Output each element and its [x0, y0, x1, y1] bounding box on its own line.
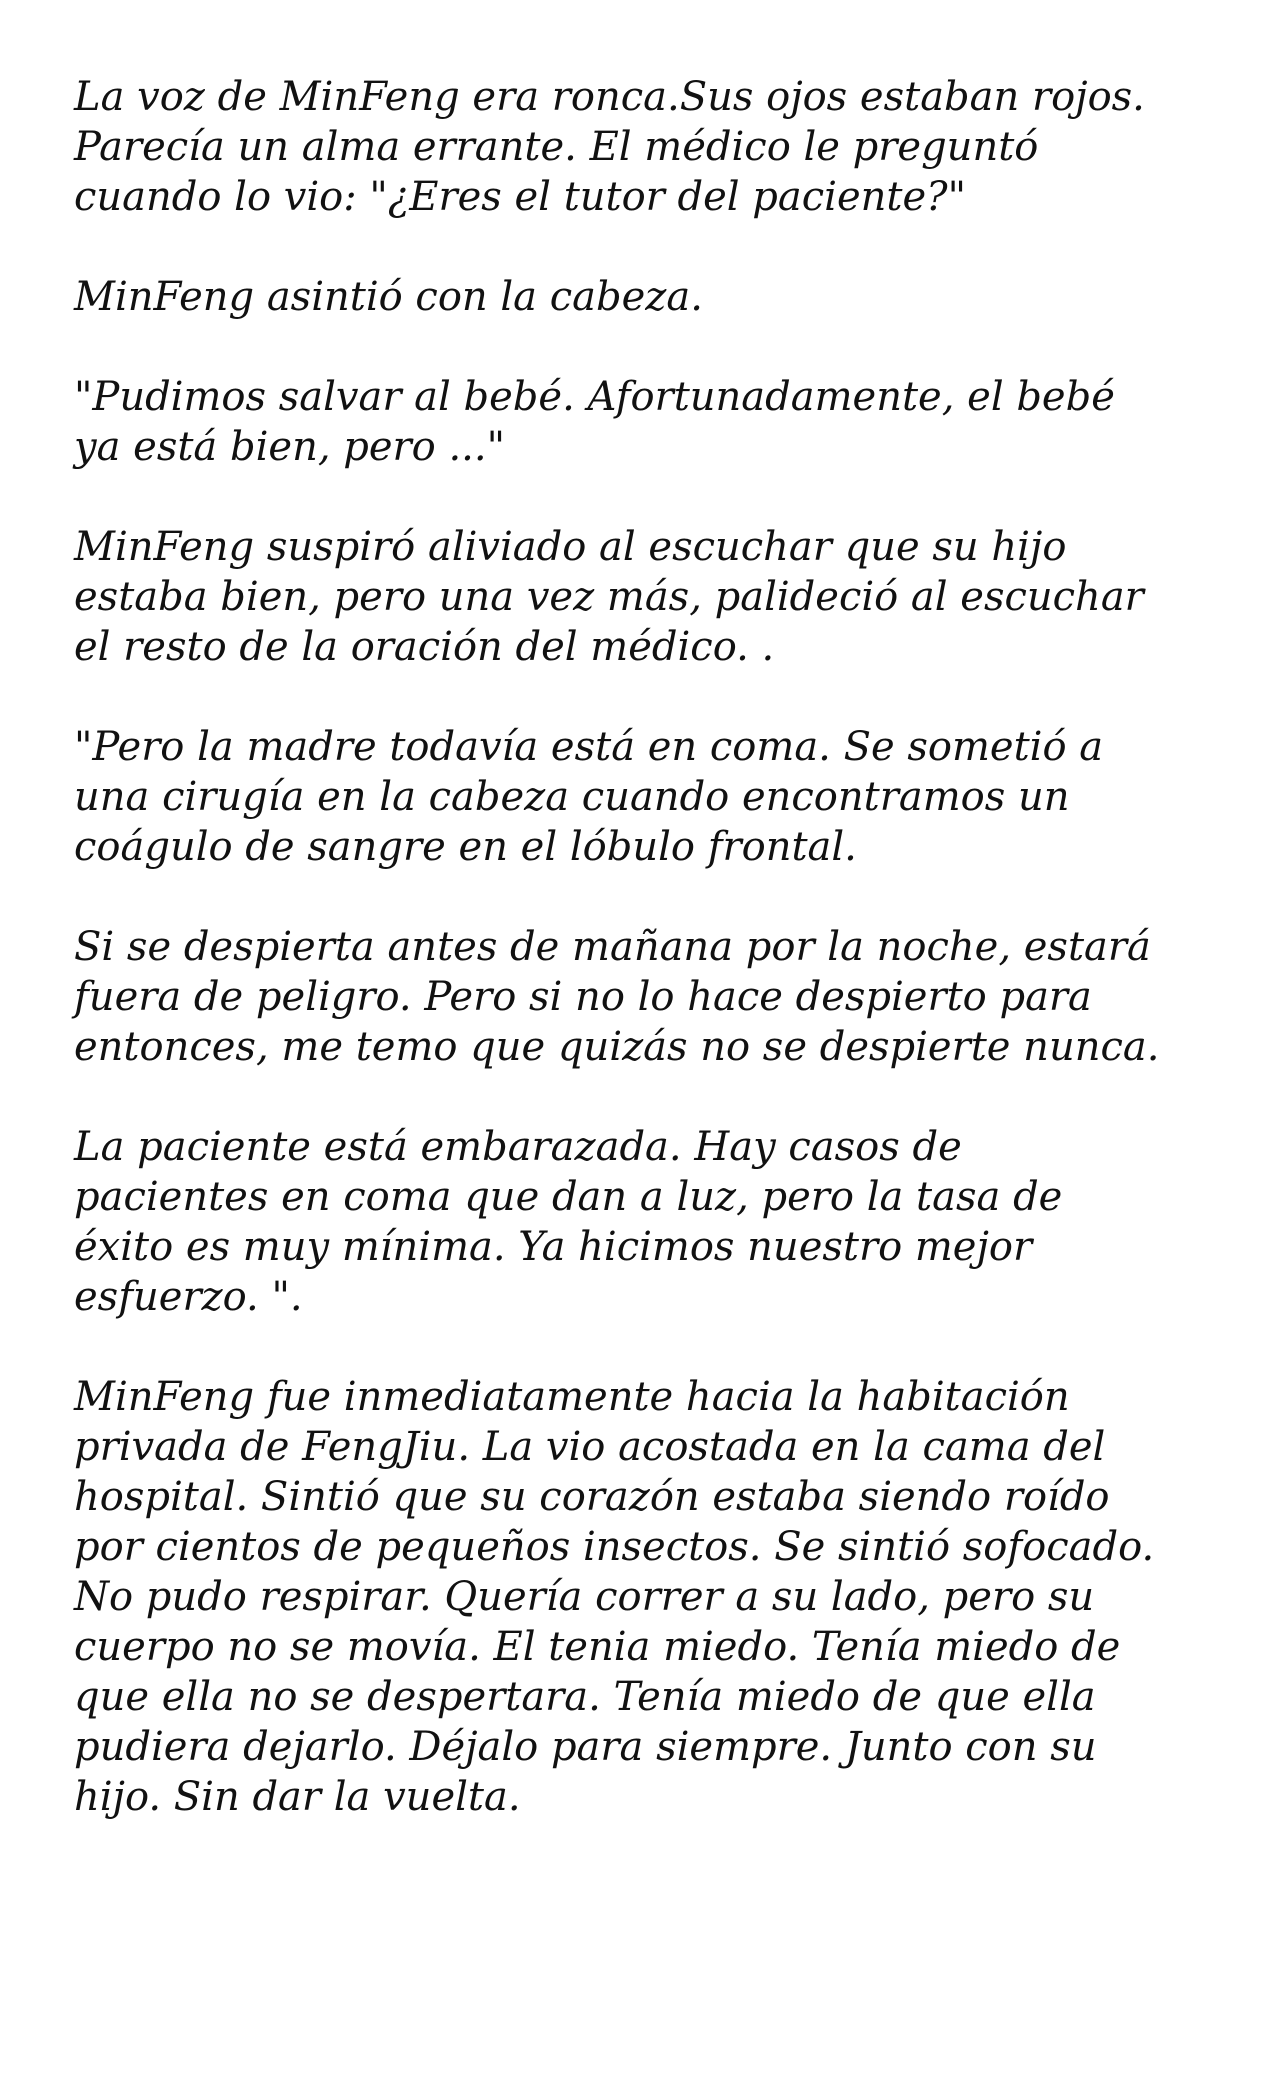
story-line: cuando lo vio: "¿Eres el tutor del paciente?" — [74, 174, 966, 220]
story-line: ya está bien, pero ..." — [74, 424, 505, 470]
story-line: pacientes en coma que dan a luz, pero la tasa de — [74, 1174, 1063, 1220]
story-line: hijo. Sin dar la vuelta. — [74, 1774, 521, 1820]
story-paragraph — [74, 1372, 1249, 1822]
story-line: entonces, me temo que quizás no se despierte nunca. — [74, 1024, 1160, 1070]
story-line: fuera de peligro. Pero si no lo hace despierto para — [74, 974, 1092, 1020]
story-text[interactable] — [74, 72, 1249, 1872]
story-line: MinFeng fue inmediatamente hacia la habitación — [74, 1374, 1070, 1420]
story-paragraph — [74, 722, 1249, 872]
story-line: por cientos de pequeños insectos. Se sintió sofocado. — [74, 1524, 1155, 1570]
story-line: pudiera dejarlo. Déjalo para siempre. Junto con su — [74, 1724, 1097, 1770]
story-line: cuerpo no se movía. El tenia miedo. Tenía miedo de — [74, 1624, 1121, 1670]
story-line: que ella no se despertara. Tenía miedo de que ella — [74, 1674, 1096, 1720]
story-line: estaba bien, pero una vez más, palideció al escuchar — [74, 574, 1144, 620]
story-line: el resto de la oración del médico. . — [74, 624, 775, 670]
story-line: hospital. Sintió que su corazón estaba siendo roído — [74, 1474, 1110, 1520]
story-paragraph — [74, 1122, 1249, 1322]
story-paragraph — [74, 522, 1249, 672]
story-line: No pudo respirar. Quería correr a su lado, pero su — [74, 1574, 1095, 1620]
story-line: La voz de MinFeng era ronca.Sus ojos estaban rojos. — [74, 74, 1145, 120]
story-line: La paciente está embarazada. Hay casos de — [74, 1124, 962, 1170]
story-line: MinFeng asintió con la cabeza. — [74, 274, 703, 320]
story-line: privada de FengJiu. La vio acostada en la cama del — [74, 1424, 1106, 1470]
story-line: esfuerzo. ". — [74, 1274, 303, 1320]
story-line: coágulo de sangre en el lóbulo frontal. — [74, 824, 857, 870]
story-paragraph — [74, 372, 1249, 472]
story-line: Parecía un alma errante. El médico le preguntó — [74, 124, 1039, 170]
story-line: una cirugía en la cabeza cuando encontramos un — [74, 774, 1070, 820]
story-paragraph — [74, 272, 1249, 322]
story-line: "Pudimos salvar al bebé. Afortunadamente, el bebé — [74, 374, 1115, 420]
story-line: "Pero la madre todavía está en coma. Se sometió a — [74, 724, 1104, 770]
story-paragraph — [74, 72, 1249, 222]
story-line: MinFeng suspiró aliviado al escuchar que su hijo — [74, 524, 1067, 570]
story-line: Si se despierta antes de mañana por la noche, estará — [74, 924, 1151, 970]
story-line: éxito es muy mínima. Ya hicimos nuestro mejor — [74, 1224, 1033, 1270]
story-paragraph — [74, 922, 1249, 1072]
